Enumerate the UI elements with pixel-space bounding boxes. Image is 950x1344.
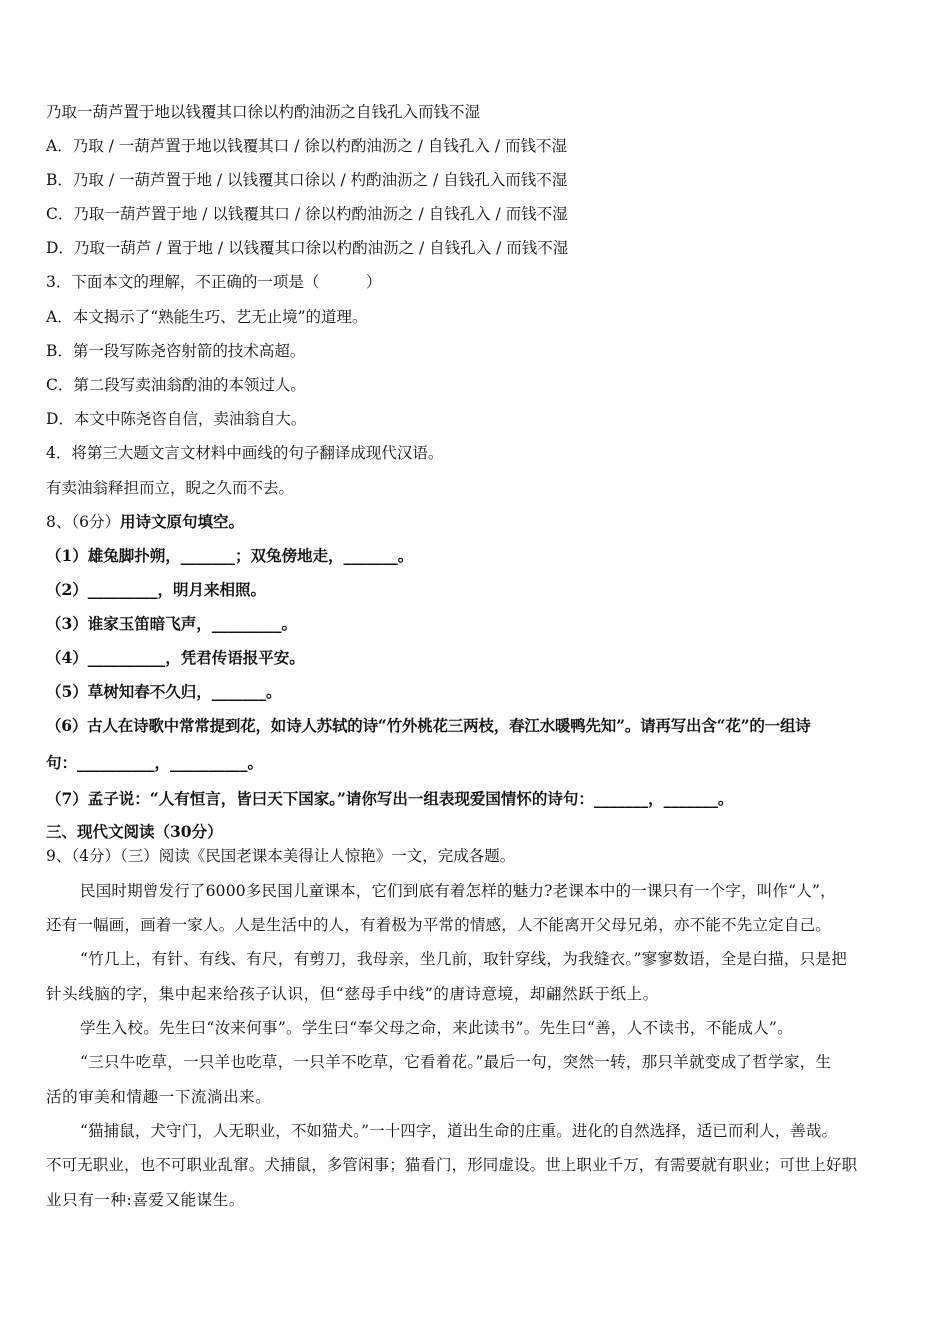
- article-paragraph: 不可无职业，也不可职业乱窜。犬捕鼠，多管闲事；猫看门，形同虚设。世上职业千万，有需要就有职业；可世上好职: [46, 1156, 858, 1174]
- q4-sentence: 有卖油翁释担而立，睨之久而不去。: [46, 479, 295, 497]
- q8-item-4: （4）__________，凭君传语报平安。: [46, 648, 305, 667]
- q8-item-5: （5）草树知春不久归，_______。: [46, 682, 282, 701]
- q3-option-a: A．本文揭示了“熟能生巧、艺无止境”的道理。: [46, 308, 368, 326]
- q8-item-6: （6）古人在诗歌中常常提到花，如诗人苏轼的诗“竹外桃花三两枝，春江水暖鸭先知”。请再写出含“花”的一组诗: [46, 716, 811, 735]
- section-title: 三、现代文阅读（30分）: [46, 822, 223, 841]
- option-b: B．乃取 / 一葫芦置于地 / 以钱覆其口徐以 / 杓酌油沥之 / 自钱孔入而钱不湿: [46, 171, 568, 189]
- question-4: 4．将第三大题文言文材料中画线的句子翻译成现代汉语。: [46, 444, 444, 462]
- article-paragraph: 民国时期曾发行了6000多民国儿童课本，它们到底有着怎样的魅力?老课本中的一课只有一个字，叫作“人”，: [80, 882, 836, 900]
- q8-item-7: （7）孟子说：“人有恒言，皆曰天下国家。”请你写出一组表现爱国情怀的诗句：_______，_______。: [46, 789, 734, 808]
- article-paragraph: “猫捕鼠，犬守门，人无职业，不如猫犬。”一十四字，道出生命的庄重。进化的自然选择，适已而利人，善哉。: [80, 1122, 838, 1140]
- option-a: A．乃取 / 一葫芦置于地以钱覆其口 / 徐以杓酌油沥之 / 自钱孔入 / 而钱不湿: [46, 137, 568, 155]
- question-8-title: 用诗文原句填空。: [119, 512, 244, 531]
- article-paragraph: 活的审美和情趣一下流淌出来。: [46, 1088, 272, 1106]
- question-9: 9、（4分）（三）阅读《民国老课本美得让人惊艳》一文，完成各题。: [46, 847, 516, 865]
- q8-item-2: （2）_________，明月来相照。: [46, 580, 267, 599]
- article-paragraph: “竹几上，有针、有线、有尺，有剪刀，我母亲，坐几前，取针穿线，为我缝衣。”寥寥数语，全是白描，只是把: [80, 950, 848, 968]
- option-d: D．乃取一葫芦 / 置于地 / 以钱覆其口徐以杓酌油沥之 / 自钱孔入 / 而钱不湿: [46, 239, 569, 257]
- question-3: 3．下面本文的理解，不正确的一项是（ ）: [46, 273, 382, 291]
- q8-item-3: （3）谁家玉笛暗飞声，_________。: [46, 614, 298, 633]
- question-8-prefix: 8、（6分）: [46, 513, 120, 531]
- q3-option-d: D．本文中陈尧咨自信，卖油翁自大。: [46, 410, 307, 428]
- article-paragraph: 还有一幅画，画着一家人。人是生活中的人，有着极为平常的情感，人不能离开父母兄弟，亦不能不先立定自己。: [46, 916, 832, 934]
- q8-item-1: （1）雄兔脚扑朔，_______；双兔傍地走，_______。: [46, 546, 414, 565]
- q8-item-6-cont: 句：__________，__________。: [46, 753, 264, 772]
- q3-option-c: C．第二段写卖油翁酌油的本领过人。: [46, 376, 306, 394]
- option-c: C．乃取一葫芦置于地 / 以钱覆其口 / 徐以杓酌油沥之 / 自钱孔入 / 而钱不湿: [46, 205, 568, 223]
- question-8: [46, 511, 910, 533]
- passage-sentence: 乃取一葫芦置于地以钱覆其口徐以杓酌油沥之自钱孔入而钱不湿: [46, 103, 481, 121]
- article-paragraph: 学生入校。先生曰“汝来何事”。学生曰“奉父母之命，来此读书”。先生曰“善，人不读书，不能成人”。: [80, 1019, 793, 1037]
- q3-option-b: B．第一段写陈尧咨射箭的技术高超。: [46, 342, 306, 360]
- article-paragraph: 针头线脑的字，集中起来给孩子认识，但“慈母手中线”的唐诗意境，却翩然跃于纸上。: [46, 985, 659, 1003]
- article-paragraph: “三只牛吃草，一只羊也吃草，一只羊不吃草，它看着花。”最后一句，突然一转，那只羊就变成了哲学家，生: [80, 1053, 832, 1071]
- article-paragraph: 业只有一种:喜爱又能谋生。: [46, 1191, 246, 1209]
